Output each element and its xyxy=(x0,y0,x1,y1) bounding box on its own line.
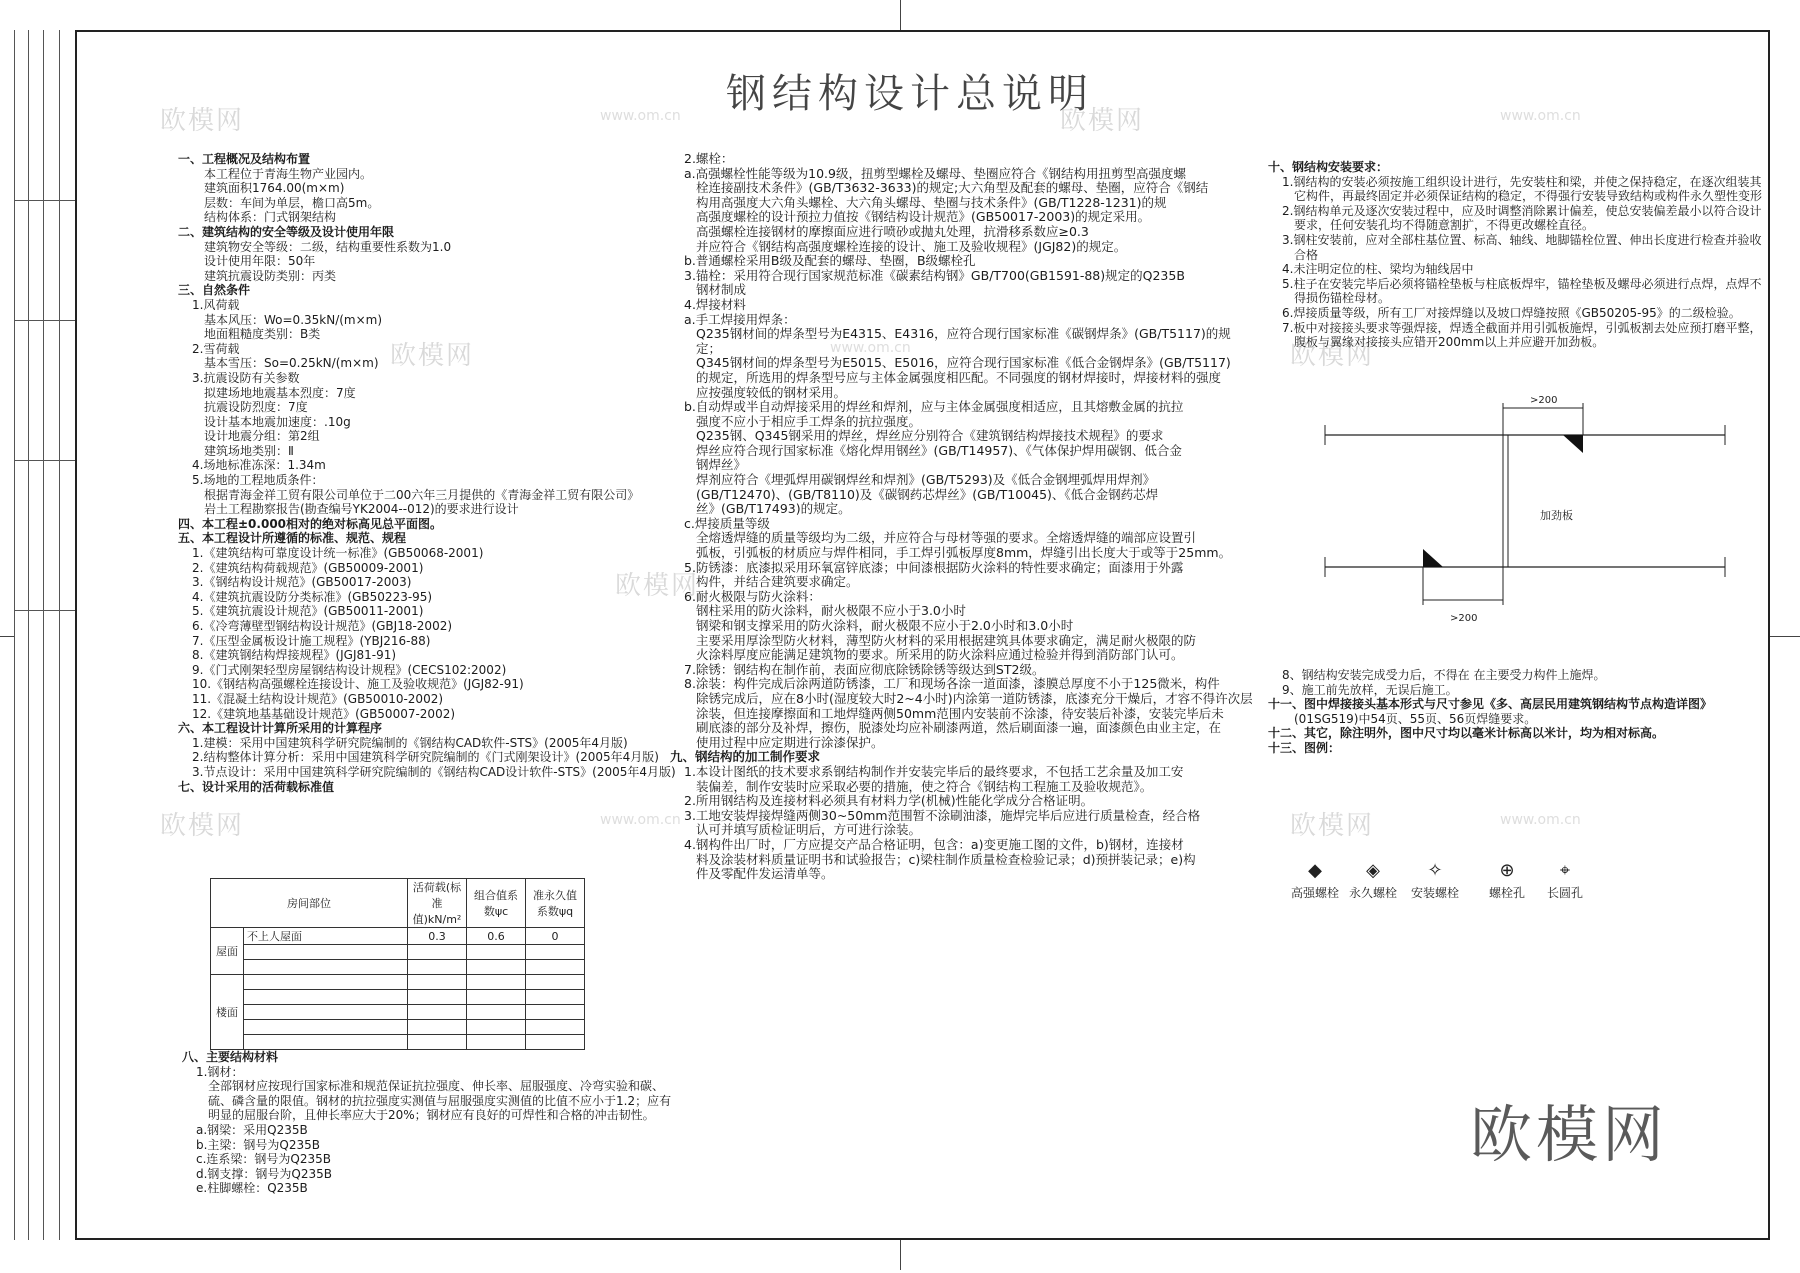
text-line: 十、钢结构安装要求： xyxy=(1268,160,1389,174)
slotted-hole-icon: ⌖ xyxy=(1559,860,1571,881)
text-line: c.连系梁：钢号为Q235B xyxy=(196,1152,331,1167)
legend-item xyxy=(1400,858,1470,901)
text-line: a.手工焊接用焊条： xyxy=(684,311,796,327)
text-line: 建筑抗震设防类别：丙类 xyxy=(204,268,337,283)
text-line: 它构件，再最终固定并必须保证结构的稳定，不得强行安装导致结构或构件永久塑性变形 xyxy=(1294,189,1763,204)
text-line: 构件，并结合建筑要求确定。 xyxy=(696,574,859,590)
text-line: 3.锚栓：采用符合现行国家规范标准《碳素结构钢》GB/T700(GB1591-88)规定的Q235B xyxy=(684,267,1185,283)
text-line: 6.《冷弯薄壁型钢结构设计规范》(GBJ18-2002) xyxy=(192,619,453,633)
text-line: 强度不应小于相应手工焊条的抗拉强度。 xyxy=(696,413,922,429)
text-line: 八、主要结构材料 xyxy=(182,1050,279,1064)
text-line: 得损伤锚栓母材。 xyxy=(1294,291,1391,306)
watermark: 欧模网 xyxy=(390,341,475,371)
weld-joint-drawing xyxy=(1315,395,1735,635)
legend-label: 长圆孔 xyxy=(1546,886,1583,900)
text-line: 1.《建筑结构可靠度设计统一标准》(GB50068-2001) xyxy=(192,546,484,561)
text-line: 5.柱子在安装完毕后必须将锚栓垫板与柱底板焊牢，锚栓垫板及螺母必须进行点焊，点焊不 xyxy=(1282,276,1762,291)
text-line: b.普通螺栓采用B级及配套的螺母、垫圈，B级螺栓孔 xyxy=(684,253,976,269)
text-line: e.柱脚螺栓：Q235B xyxy=(196,1181,308,1196)
text-line: 4.钢构件出厂时，厂方应提交产品合格证明，包含：a)变更施工图的文件，b)钢材，连接材 xyxy=(684,836,1184,852)
text-line: 全熔透焊缝的质量等级均为二级，并应符合与母材等强的要求。全熔透焊缝的端部应设置引 xyxy=(696,530,1197,546)
watermark: 欧模网 xyxy=(1290,811,1375,841)
watermark: 欧模网 xyxy=(1290,341,1375,371)
text-line: 3.钢柱安装前，应对全部柱基位置、标高、轴线、地脚锚栓位置、伸出长度进行检查并验收 xyxy=(1282,232,1762,247)
text-line: 5.《建筑抗震设计规范》(GB50011-2001) xyxy=(192,604,424,619)
text-line: 6.耐火极限与防火涂料： xyxy=(684,588,821,604)
text-line: 2.《建筑结构荷载规范》(GB50009-2001) xyxy=(192,560,424,575)
table-header-cell: 房间部位 xyxy=(211,879,408,928)
text-line: 设计地震分组：第2组 xyxy=(204,429,320,444)
text-line: 4.未注明定位的柱、梁均为轴线居中 xyxy=(1282,262,1474,277)
text-line: 2.钢结构单元及逐次安装过程中，应及时调整消除累计偏差，使总安装偏差最小以符合设计 xyxy=(1282,203,1762,218)
text-line: a.钢梁：采用Q235B xyxy=(196,1122,308,1137)
text-line: 构用高强度大六角头螺栓、大六角头螺母、垫圈与技术条件》(GB/T1228-1231)的规 xyxy=(696,194,1167,210)
text-line: b.主梁：钢号为Q235B xyxy=(196,1137,321,1152)
text-line: 3.节点设计：采用中国建筑科学研究院编制的《钢结构CAD设计软件-STS》(2005年4月版) xyxy=(192,764,676,779)
text-line: 十一、图中焊接接头基本形式与尺寸参见《多、高层民用建筑钢结构节点构造详图》 xyxy=(1268,697,1713,712)
text-line: a.高强螺栓性能等级为10.9级，扭剪型螺栓及螺母、垫圈应符合《钢结构用扭剪型高强度螺 xyxy=(684,165,1186,181)
table-header-cell: 活荷载(标准值)kN/m² xyxy=(408,879,467,928)
text-line: 钢焊丝》 xyxy=(696,457,747,473)
text-line: 基本风压：Wo=0.35kN/(m×m) xyxy=(204,312,383,327)
text-line: 钢梁和钢支撑采用的防火涂料，耐火极限不应小于2.0小时和3.0小时 xyxy=(696,618,1074,633)
text-line: 一、工程概况及结构布置 xyxy=(178,152,311,166)
text-line: 7.《压型金属板设计施工规程》(YBJ216-88) xyxy=(192,633,431,648)
text-line: 8、钢结构安装完成受力后，不得在 在主要受力构件上施焊。 xyxy=(1282,668,1606,682)
general-notes-column-3b xyxy=(1268,668,1712,756)
text-line: c.焊接质量等级 xyxy=(684,515,770,531)
text-line: 丝》(GB/T17493)的规定。 xyxy=(696,501,851,517)
table-header-cell: 准永久值系数ψq xyxy=(526,879,585,928)
general-notes-materials xyxy=(182,1050,671,1196)
dimension-label: >200 xyxy=(1530,395,1558,406)
text-line: 钢材制成 xyxy=(696,282,747,298)
text-line: 7.板中对接接头要求等强焊接，焊透全截面并用引弧板施焊，引弧板割去处应预打磨平整， xyxy=(1282,320,1762,335)
text-line: 建筑面积1764.00(m×m) xyxy=(204,181,345,196)
dimension-label: >200 xyxy=(1450,613,1478,624)
table-cell: 0.6 xyxy=(467,928,526,945)
text-line: 10.《钢结构高强螺栓连接设计、施工及验收规范》(JGJ82-91) xyxy=(192,677,524,692)
text-line: 主要采用厚涂型防火材料，薄型防火材料的采用根据建筑具体要求确定，满足耐火极限的防 xyxy=(696,632,1197,648)
text-line: 1.风荷载 xyxy=(192,297,240,312)
text-line: (GB/T12470)、(GB/T8110)及《碳钢药芯焊丝》(GB/T10045)、《低合金钢药芯焊 xyxy=(696,486,1159,502)
text-line: Q235钢材间的焊条型号为E4315、E4316，应符合现行国家标准《碳钢焊条》(GB/T5117)的规 xyxy=(696,326,1231,342)
text-line: 硫、磷含量的限值。钢材的抗拉强度实测值与屈服强度实测值的比值不应小于1.2；应有 xyxy=(208,1093,672,1108)
text-line: 应按强度较低的钢材采用。 xyxy=(696,384,847,400)
text-line: 4.场地标准冻深：1.34m xyxy=(192,458,326,473)
watermark-url: www.om.cn xyxy=(600,812,681,828)
text-line: 除锈完成后，应在8小时(湿度较大时2~4小时)内涂第一道防锈漆，底漆充分干燥后，才容不得许次层 xyxy=(696,690,1253,706)
text-line: 九、钢结构的加工制作要求 xyxy=(670,749,821,765)
text-line: 4.《建筑抗震设防分类标准》(GB50223-95) xyxy=(192,589,433,604)
text-line: 1.本设计图纸的技术要求系钢结构制作并安装完毕后的最终要求，不包括工艺余量及加工安 xyxy=(684,763,1184,779)
text-line: 11.《混凝土结构设计规范》(GB50010-2002) xyxy=(192,691,444,706)
text-line: Q235钢、Q345钢采用的焊丝，焊丝应分别符合《建筑钢结构焊接技术规程》的要求 xyxy=(696,428,1164,444)
general-notes-column-3 xyxy=(1268,160,1762,350)
table-cell: 0.3 xyxy=(408,928,467,945)
permanent-bolt-icon: ◈ xyxy=(1366,860,1380,881)
general-notes-column-1 xyxy=(178,152,676,794)
watermark: 欧模网 xyxy=(160,811,245,841)
stiffener-label: 加劲板 xyxy=(1540,509,1573,522)
watermark-url: www.om.cn xyxy=(1500,108,1581,124)
weld-joint-detail xyxy=(1315,395,1735,635)
text-line: 抗震设防烈度：7度 xyxy=(204,400,308,415)
text-line: 设计使用年限：50年 xyxy=(204,254,316,269)
text-line: 火涂料厚度应能满足建筑物的要求。所采用的防火涂料应通过检验并得到消防部门认可。 xyxy=(696,647,1184,663)
text-line: 岩土工程勘察报告(勘查编号YK2004--012)的要求进行设计 xyxy=(204,502,519,517)
symbol-legend xyxy=(1280,858,1610,918)
text-line: 地面粗糙度类别：B类 xyxy=(204,327,321,342)
text-line: b.自动焊或半自动焊接采用的焊丝和焊剂，应与主体金属强度相适应，且其熔敷金属的抗拉 xyxy=(684,399,1184,415)
text-line: 基本雪压：So=0.25kN/(m×m) xyxy=(204,356,379,371)
text-line: 并应符合《钢结构高强度螺栓连接的设计、施工及验收规程》(JGJ82)的规定。 xyxy=(696,238,1127,254)
title-strip xyxy=(14,30,75,1240)
text-line: 1.建模：采用中国建筑科学研究院编制的《钢结构CAD软件-STS》(2005年4月版) xyxy=(192,735,628,750)
text-line: 3.《钢结构设计规范》(GB50017-2003) xyxy=(192,575,412,590)
text-line: 认可并填写质检证明后，方可进行涂装。 xyxy=(696,822,922,838)
text-line: 三、自然条件 xyxy=(178,283,251,298)
table-header-cell: 组合值系数ψc xyxy=(467,879,526,928)
erection-bolt-icon: ✧ xyxy=(1427,860,1443,881)
text-line: 2.所用钢结构及连接材料必须具有材料力学(机械)性能化学成分合格证明。 xyxy=(684,793,1094,809)
text-line: 建筑场地类别：Ⅱ xyxy=(204,443,294,458)
text-line: 定； xyxy=(696,340,722,356)
table-row-group: 楼面 xyxy=(211,975,244,1050)
text-line: 料及涂装材料质量证明书和试验报告；c)梁柱制作质量检查检验记录；d)预拼装记录；e)构 xyxy=(696,851,1196,867)
watermark: 欧模网 xyxy=(160,106,245,136)
general-notes-column-2 xyxy=(670,152,1253,882)
text-line: 二、建筑结构的安全等级及设计使用年限 xyxy=(178,224,395,239)
text-line: 七、设计采用的活荷载标准值 xyxy=(178,779,335,794)
table-cell: 不上人屋面 xyxy=(244,928,408,945)
text-line: 层数：车间为单层，檐口高5m。 xyxy=(204,195,380,210)
legend-item xyxy=(1338,858,1408,901)
brand-logo: 欧模网 xyxy=(1470,1098,1669,1171)
text-line: 根据青海金祥工贸有限公司单位于二00六年三月提供的《青海金祥工贸有限公司》 xyxy=(204,487,640,502)
text-line: 1.钢结构的安装必须按施工组织设计进行，先安装柱和梁，并使之保持稳定，在逐次组装其 xyxy=(1282,174,1762,189)
text-line: 拟建场地地震基本烈度：7度 xyxy=(204,385,356,400)
text-line: 钢柱采用的防火涂料，耐火极限不应小于3.0小时 xyxy=(696,603,966,619)
text-line: 7.除锈：钢结构在制作前，表面应彻底除锈除锈等级达到ST2级。 xyxy=(684,661,1045,677)
text-line: 5.防锈漆：底漆拟采用环氧富锌底漆；中间漆根据防火涂料的特性要求确定；面漆用于外露 xyxy=(684,559,1184,575)
text-line: 4.焊接材料 xyxy=(684,296,746,312)
text-line: 明显的屈服台阶，且伸长率应大于20%；钢材应有良好的可焊性和合格的冲击韧性。 xyxy=(208,1108,655,1123)
text-line: 2.结构整体计算分析：采用中国建筑科学研究院编制的《门式刚架设计》(2005年4月版) xyxy=(192,750,659,765)
text-line: 十二、其它，除注明外，图中尺寸均以毫米计标高以米计，均为相对标高。 xyxy=(1268,726,1665,741)
text-line: 全部钢材应按现行国家标准和规范保证抗拉强度、伸长率、屈服强度、冷弯实验和碳、 xyxy=(208,1079,665,1094)
text-line: 焊剂应符合《埋弧焊用碳钢焊丝和焊剂》(GB/T5293)及《低合金钢埋弧焊用焊剂》 xyxy=(696,472,1156,488)
text-line: 本工程位于青海生物产业园内。 xyxy=(204,166,373,181)
watermark: 欧模网 xyxy=(1060,106,1145,136)
text-line: 3.工地安装焊接焊缝两侧30~50mm范围暂不涂刷油漆，施焊完毕后应进行质量检查，经合格 xyxy=(684,807,1201,823)
text-line: 刷底漆的部分及补焊，擦伤，脱漆处均应补刷漆两道，然后刷面漆一遍，面漆颜色由业主定，在 xyxy=(696,720,1222,736)
text-line: d.钢支撑：钢号为Q235B xyxy=(196,1166,333,1181)
table-cell: 0 xyxy=(526,928,585,945)
text-line: 腹板与翼缘对接接头应错开200mm以上并应避开加劲板。 xyxy=(1294,335,1605,350)
text-line: 5.场地的工程地质条件： xyxy=(192,473,324,488)
text-line: 建筑物安全等级：二级，结构重要性系数为1.0 xyxy=(204,239,452,254)
text-line: 栓连接副技术条件》(GB/T3632-3633)的规定;大六角型及配套的螺母、垫圈，应符合《钢结 xyxy=(696,180,1209,196)
legend-label: 螺栓孔 xyxy=(1488,886,1525,900)
legend-label: 高强螺栓 xyxy=(1290,886,1339,900)
text-line: 12.《建筑地基基础设计规范》(GB50007-2002) xyxy=(192,706,456,721)
text-line: 使用过程中应定期进行涂漆保护。 xyxy=(696,734,884,750)
high-strength-bolt-icon: ◆ xyxy=(1308,860,1322,881)
watermark-url: www.om.cn xyxy=(1500,812,1581,828)
text-line: 结构体系：门式钢架结构 xyxy=(204,210,337,225)
bolt-hole-icon: ⊕ xyxy=(1499,860,1515,881)
watermark: 欧模网 xyxy=(615,571,700,601)
text-line: 9.《门式刚架轻型房屋钢结构设计规程》(CECS102:2002) xyxy=(192,662,507,677)
text-line: 弧板，引弧板的材质应与焊件相同，手工焊引弧板厚度8mm，焊缝引出长度大于或等于25mm。 xyxy=(696,545,1232,561)
text-line: Q345钢材间的焊条型号为E5015、E5016，应符合现行国家标准《低合金钢焊条》(GB/T5117) xyxy=(696,355,1231,371)
text-line: 件及零配件发运清单等。 xyxy=(696,866,834,882)
text-line: 1.钢材： xyxy=(196,1064,244,1079)
page-title: 钢结构设计总说明 xyxy=(726,71,1094,117)
legend-label: 永久螺栓 xyxy=(1348,886,1397,900)
legend-item xyxy=(1530,858,1600,901)
table-row-group: 屋面 xyxy=(211,928,244,975)
text-line: (01SG519)中54页、55页、56页焊缝要求。 xyxy=(1294,711,1537,726)
watermark-url: www.om.cn xyxy=(600,108,681,124)
text-line: 六、本工程设计计算所采用的计算程序 xyxy=(178,721,383,736)
text-line: 焊丝应符合现行国家标准《熔化焊用钢丝》(GB/T14957)、《气体保护焊用碳钢、低合金 xyxy=(696,442,1182,458)
text-line: 要求，任何安装孔均不得随意割扩，不得更改螺栓直径。 xyxy=(1294,218,1595,233)
text-line: 2.雪荷载 xyxy=(192,341,240,356)
text-line: 合格 xyxy=(1294,247,1319,262)
legend-label: 安装螺栓 xyxy=(1410,886,1459,900)
text-line: 高强度螺栓的设计预拉力值按《钢结构设计规范》(GB50017-2003)的规定采用。 xyxy=(696,209,1151,225)
text-line: 2.螺栓： xyxy=(684,151,734,166)
text-line: 的规定，所选用的焊条型号应与主体金属强度相匹配。不同强度的钢材焊接时，焊接材料的强度 xyxy=(696,369,1222,385)
text-line: 高强螺栓连接钢材的摩擦面应进行喷砂或抛丸处理，抗滑移系数应≥0.3 xyxy=(696,223,1089,239)
text-line: 涂装，但连接摩擦面和工地焊缝两侧50mm范围内安装前不涂漆，待安装后补漆，安装完毕后未 xyxy=(696,705,1224,721)
watermark-url: www.om.cn xyxy=(830,340,911,356)
text-line: 8.《建筑钢结构焊接规程》(JGJ81-91) xyxy=(192,648,397,663)
text-line: 设计基本地震加速度：.10g xyxy=(204,414,351,429)
live-load-table xyxy=(210,878,585,1050)
text-line: 装偏差，制作安装时应采取必要的措施，使之符合《钢结构工程施工及验收规范》。 xyxy=(696,778,1153,794)
text-line: 9、施工前先放样，无误后施工。 xyxy=(1282,682,1458,697)
text-line: 五、本工程设计所遵循的标准、规范、规程 xyxy=(178,531,407,546)
text-line: 3.抗震设防有关参数 xyxy=(192,370,300,385)
text-line: 8.涂装：构件完成后涂两道防锈漆，工厂和现场各涂一道面漆，漆膜总厚度不小于125微米，构件 xyxy=(684,676,1220,692)
text-line: 十三、图例： xyxy=(1268,740,1341,755)
text-line: 6.焊接质量等级，所有工厂对接焊缝以及坡口焊缝按照《GB50205-95》的二级检验。 xyxy=(1282,305,1741,320)
text-line: 四、本工程±0.000相对的绝对标高见总平面图。 xyxy=(178,516,443,531)
